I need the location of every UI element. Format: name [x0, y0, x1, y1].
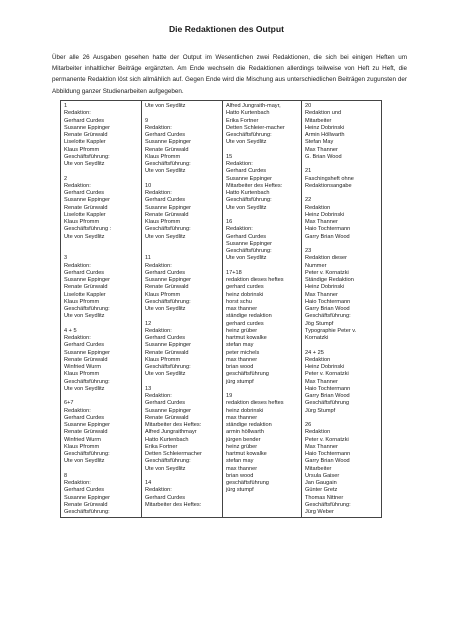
entry-line: Gerhard Curdes: [145, 269, 186, 276]
entry-line: Max Thanner: [305, 378, 338, 385]
entry-line: 2: [64, 175, 68, 182]
entry-line: Ute von Seydlitz: [226, 204, 267, 211]
entry-line: 19: [226, 393, 233, 399]
entry-line: horst schu: [226, 298, 252, 305]
entry-line: Geschäftsführung:: [145, 226, 191, 233]
entry-line: 12: [145, 320, 152, 327]
entry-line: Ute von Seydlitz: [64, 233, 105, 240]
entry-line: Geschäftsführung:: [64, 451, 110, 457]
entry-line: armin höllwarth: [226, 429, 264, 436]
entry-line: 3: [64, 255, 68, 262]
entry-line: jürg stumpf: [226, 378, 254, 385]
entry-line: [305, 415, 378, 422]
entry-line: Typographie Peter v.: [305, 327, 357, 334]
entry-line: Ute von Seydlitz: [64, 458, 105, 465]
entry-line: Gerhard Curdes: [226, 233, 267, 240]
entry-line: [145, 176, 219, 183]
entry-line: Redaktion: [305, 356, 331, 363]
entry-line: Peter v. Kornatzki: [305, 436, 349, 443]
entry-line: Redaktion:: [64, 262, 91, 269]
entry-line: Peter v. Kornatzki: [305, 269, 349, 276]
entry-line: Gerhard Curdes: [64, 342, 105, 349]
entry-line: Redaktion:: [145, 124, 172, 131]
entry-line: G. Brian Wood: [305, 153, 342, 160]
entry-line: Liselotte Kappler: [64, 211, 106, 218]
entry-line: stefan may: [226, 342, 254, 349]
entry-line: Klaus Pfromm: [145, 219, 181, 225]
entry-line: Renate Grünwald: [64, 204, 108, 211]
entry-line: Susanne Eppinger: [64, 197, 111, 204]
entry-line: 21: [305, 168, 312, 175]
entry-line: Susanne Eppinger: [64, 494, 111, 501]
entry-line: 11: [145, 255, 151, 262]
entry-line: geschäftsführung: [226, 371, 269, 378]
entry-line: [145, 313, 219, 320]
entry-line: Susanne Eppinger: [64, 349, 111, 356]
entry-line: Redaktion:: [226, 226, 253, 233]
entry-line: Klaus Pfromm: [64, 443, 100, 450]
entry-line: Redaktion: [305, 204, 331, 211]
entry-line: jürgen bender: [226, 436, 261, 443]
entry-line: 13: [145, 385, 152, 392]
entry-line: Geschäftsführung:: [64, 378, 110, 385]
entry-line: Nummer: [305, 262, 327, 269]
entry-line: 8: [64, 472, 68, 479]
entry-line: Heinz Dobrinski: [305, 211, 345, 218]
entry-line: max thanner: [226, 465, 258, 472]
entry-line: [145, 473, 219, 480]
entry-line: Detten Schleiermacher: [145, 451, 202, 457]
entry-line: Geschäftsführung:: [226, 132, 272, 138]
entry-line: 6+7: [64, 400, 74, 407]
entry-line: Erika Fortner: [145, 443, 178, 450]
entry-line: Armin Höllwarth: [305, 132, 345, 138]
entry-line: Hatto Kurtenbach: [145, 436, 189, 443]
entry-line: Redaktion:: [145, 262, 172, 269]
entry-line: Ute von Seydlitz: [64, 161, 105, 167]
entry-line: Susanne Eppinger: [64, 422, 111, 428]
entry-line: Gerhard Curdes: [64, 190, 105, 196]
entry-line: [226, 386, 298, 393]
entry-line: redaktion dieses heftes: [226, 400, 284, 407]
entry-line: Susanne Eppinger: [145, 277, 192, 283]
entry-line: Susanne Eppinger: [145, 407, 192, 414]
entry-line: Peter v. Kornatzki: [305, 371, 349, 378]
entry-line: Liselotte Kappler: [64, 291, 106, 298]
entry-line: Redaktion:: [64, 110, 91, 117]
entry-line: Redaktion:: [64, 407, 91, 414]
entry-line: Renate Grünwald: [145, 146, 189, 153]
entry-line: [226, 212, 298, 219]
entry-line: Ute von Seydlitz: [145, 465, 186, 472]
entry-line: Redaktion:: [145, 190, 172, 196]
entry-line: redaktion dieses heftes: [226, 277, 284, 283]
entry-line: Klaus Pfromm: [64, 219, 100, 225]
entry-line: brian wood: [226, 364, 254, 370]
entry-line: Jög Stumpf: [305, 320, 334, 327]
entry-line: Geschäftsführung:: [64, 509, 110, 515]
entry-line: Redaktion dieser: [305, 255, 347, 262]
entry-line: brian wood: [226, 472, 254, 479]
entry-line: Geschäftsführung:: [226, 248, 272, 254]
entry-line: hartmut kowalke: [226, 451, 267, 457]
entry-line: [145, 379, 219, 386]
entry-line: Gerhard Curdes: [145, 132, 186, 138]
entry-line: [64, 393, 138, 400]
entry-line: Faschingsheft ohne: [305, 175, 354, 182]
entry-line: Renate Grünwald: [64, 284, 108, 291]
column-3: [223, 101, 302, 518]
column-4: [302, 101, 382, 518]
entry-line: Mitarbeiter des Heftes:: [226, 182, 283, 189]
entry-line: Winfried Wurm: [64, 364, 101, 370]
entry-line: Geschäftsführung:: [64, 306, 110, 312]
entry-line: Haio Tochtermann: [305, 385, 351, 392]
entry-line: Geschäftsführung:: [305, 313, 351, 320]
entry-line: Günter Gretz: [305, 487, 338, 494]
entry-line: Garry Brian Wood: [305, 458, 350, 465]
entry-line: Gerhard Curdes: [64, 117, 105, 124]
entry-line: Detten Schleier-macher: [226, 124, 285, 131]
entry-line: peter michels: [226, 349, 260, 356]
entry-line: Redaktion: [305, 429, 331, 436]
entry-line: 26: [305, 422, 312, 428]
entry-line: Geschäftsführung:: [305, 501, 351, 508]
entry-line: [64, 248, 138, 255]
entry-line: Redaktion:: [64, 335, 91, 341]
entry-line: Heinz Dobrinski: [305, 124, 345, 131]
entry-line: Redaktion:: [145, 393, 172, 399]
entry-line: Ute von Seydlitz: [64, 313, 105, 320]
entry-line: Gerhard Curdes: [64, 269, 105, 276]
entry-line: Alfred Jungraithmayr: [145, 429, 197, 436]
entry-line: Renate Grünwald: [145, 211, 189, 218]
entry-line: 1: [64, 103, 68, 109]
entry-line: Thomas Nittner: [305, 494, 344, 501]
entry-line: heinz grüber: [226, 443, 258, 450]
entry-line: Redaktion und: [305, 110, 342, 117]
entry-line: Mitarbeiter: [305, 117, 332, 124]
entry-line: Haio Tochtermann: [305, 451, 351, 457]
entry-line: [64, 241, 138, 248]
entry-line: Gerhard Curdes: [64, 487, 105, 494]
entry-line: [145, 241, 219, 248]
entry-line: Garry Brian Wood: [305, 393, 350, 399]
entry-line: Geschäftsführung:: [64, 153, 110, 160]
editorial-table: [60, 100, 382, 518]
entry-line: stefan may: [226, 458, 254, 465]
entry-line: Renate Grünwald: [64, 132, 108, 138]
entry-line: Klaus Pfromm: [64, 146, 100, 153]
entry-line: [305, 342, 378, 349]
entry-line: Gerhard Curdes: [145, 400, 186, 407]
entry-line: [64, 466, 138, 473]
entry-line: Ute von Seydlitz: [226, 255, 267, 262]
entry-line: Ute von Seydlitz: [145, 168, 186, 175]
entry-line: Geschäftsführung:: [145, 364, 191, 370]
entry-line: Stefan May: [305, 139, 334, 146]
entry-line: Geschäftsführung:: [145, 458, 191, 465]
entry-line: 10: [145, 182, 152, 189]
entry-line: Ute von Seydlitz: [64, 385, 105, 392]
entry-line: 4 + 5: [64, 327, 77, 334]
entry-line: Hatto Kurtenbach: [226, 190, 270, 196]
entry-line: Gerhard Curdes: [64, 414, 105, 421]
entry-line: Haio Tochtermann: [305, 298, 351, 305]
entry-line: heinz dobrinski: [226, 407, 264, 414]
entry-line: Renate Grünwald: [64, 501, 108, 508]
entry-line: Jan Gaugain: [305, 480, 337, 486]
entry-line: Hatto Kurtenbach: [226, 110, 270, 117]
entry-line: Liselotte Kappler: [64, 139, 106, 146]
entry-line: [305, 161, 378, 168]
entry-line: 23: [305, 248, 312, 254]
entry-line: Mitarbeiter: [305, 465, 332, 472]
entry-line: Susanne Eppinger: [145, 139, 192, 146]
entry-line: Ursula Gaiser: [305, 472, 340, 479]
entry-line: [145, 248, 219, 255]
entry-line: Ute von Seydlitz: [226, 139, 267, 146]
entry-line: Kornatzki: [305, 335, 329, 341]
entry-line: Susanne Eppinger: [64, 277, 111, 283]
entry-line: Max Thanner: [305, 219, 338, 225]
entry-line: Alfred Jungraith-mayr,: [226, 103, 281, 109]
entry-line: Max Thanner: [305, 291, 338, 298]
entry-line: Klaus Pfromm: [145, 356, 181, 363]
entry-line: Haio Tochtermann: [305, 226, 351, 233]
entry-line: Geschäftsführung:: [145, 161, 191, 167]
entry-line: Gerhard Curdes: [226, 168, 267, 175]
entry-line: heinz dobrinski: [226, 291, 264, 298]
entry-line: Renate Grünwald: [64, 429, 108, 436]
entry-line: [64, 321, 138, 328]
entry-line: Geschäftsführung: [305, 400, 350, 407]
entry-line: Ute von Seydlitz: [145, 233, 186, 240]
entry-line: max thanner: [226, 306, 258, 312]
entry-line: [305, 241, 378, 248]
column-2: [142, 101, 223, 518]
entry-line: Ute von Seydlitz: [145, 103, 186, 109]
entry-line: Susanne Eppinger: [64, 124, 111, 131]
entry-line: 24 + 25: [305, 349, 324, 356]
entry-line: hartmut kowalke: [226, 335, 267, 341]
entry-line: 14: [145, 480, 152, 486]
entry-line: Erika Fortner: [226, 117, 259, 124]
entry-line: Jürg Weber: [305, 509, 334, 515]
column-1: [61, 101, 142, 518]
entry-line: Redaktion:: [64, 480, 91, 486]
entry-line: max thanner: [226, 356, 258, 363]
entry-line: 15: [226, 153, 233, 160]
entry-line: Redaktion:: [64, 182, 91, 189]
entry-line: jürg stumpf: [226, 487, 254, 494]
entry-line: Geschäftsführung:: [226, 197, 272, 204]
entry-line: Redaktion:: [145, 487, 172, 494]
entry-line: max thanner: [226, 414, 258, 421]
entry-line: [226, 147, 298, 154]
entry-line: Redaktion:: [226, 161, 253, 167]
entry-line: geschäftsführung: [226, 480, 269, 486]
entry-line: 16: [226, 219, 233, 225]
entry-line: Susanne Eppinger: [226, 240, 273, 247]
entry-line: Ute von Seydlitz: [145, 306, 186, 312]
entry-line: Mitarbeiter des Heftes:: [145, 422, 202, 428]
entry-line: Klaus Pfromm: [145, 153, 181, 160]
entry-line: Renate Grünwald: [145, 414, 189, 421]
entry-line: Jürg Stumpf: [305, 407, 336, 414]
intro-paragraph: Über alle 26 Ausgaben gesehen hatte der Output im Wesentlichen zwei Redaktionen, die sich bei einigen Heften um Mitarbeiter inhaltlicher Beiträge ergänzten. Am Ende wechseln die Redaktionen allerdings teilweise von Heft zu Heft, die permanente Redaktion löst sich allmählich auf. Gegen Ende wird die Mischung aus unterschiedlichen Beiträgen zugunsten der Abbildung ganzer Studienarbeiten aufgegeben.: [52, 54, 407, 95]
entry-line: Geschäftsführung:: [145, 298, 191, 305]
entry-line: Ute von Seydlitz: [145, 371, 186, 378]
entry-line: [305, 190, 378, 197]
entry-line: Max Thanner: [305, 146, 338, 153]
entry-line: Renate Grünwald: [145, 349, 189, 356]
entry-line: [64, 168, 138, 175]
entry-line: Gerhard Curdes: [145, 494, 186, 501]
entry-line: Gerhard Curdes: [145, 197, 186, 204]
entry-line: Renate Grünwald: [145, 284, 189, 291]
entry-line: gerhard curdes: [226, 320, 264, 327]
entry-line: [226, 263, 298, 270]
entry-line: Klaus Pfromm: [64, 298, 100, 305]
entry-line: [145, 110, 219, 117]
page-title: Die Redaktionen des Output: [168, 24, 285, 34]
entry-line: 20: [305, 103, 312, 109]
entry-line: Susanne Eppinger: [145, 204, 192, 211]
entry-line: Redaktion:: [145, 327, 172, 334]
entry-line: Susanne Eppinger: [145, 342, 192, 349]
entry-line: Redaktionsangabe: [305, 182, 352, 189]
entry-line: Max Thanner: [305, 443, 338, 450]
entry-line: ständige redaktion: [226, 422, 272, 428]
entry-line: Ständige Redaktion: [305, 277, 354, 283]
entry-line: 9: [145, 117, 149, 124]
entry-line: Garry Brian Wood: [305, 233, 350, 240]
entry-line: Mitarbeiter des Heftes:: [145, 501, 202, 508]
entry-line: 22: [305, 197, 312, 204]
entry-line: 17+18: [226, 269, 242, 276]
entry-line: Klaus Pfromm: [64, 371, 100, 378]
entry-line: Winfried Wurm: [64, 436, 101, 443]
entry-line: Renate Grünwald: [64, 356, 108, 363]
entry-line: Gerhard Curdes: [145, 335, 186, 341]
entry-line: heinz grüber: [226, 327, 258, 334]
entry-line: gerhard curdes: [226, 284, 264, 291]
entry-line: Klaus Pfromm: [145, 291, 181, 298]
entry-line: Susanne Eppinger: [226, 175, 273, 182]
entry-line: Garry Brian Wood: [305, 306, 350, 312]
entry-line: Geschäftsführung :: [64, 226, 112, 233]
entry-line: Heinz Dobrinski: [305, 364, 345, 370]
entry-line: ständige redaktion: [226, 313, 272, 320]
entry-line: Heinz Dobrinski: [305, 284, 345, 291]
